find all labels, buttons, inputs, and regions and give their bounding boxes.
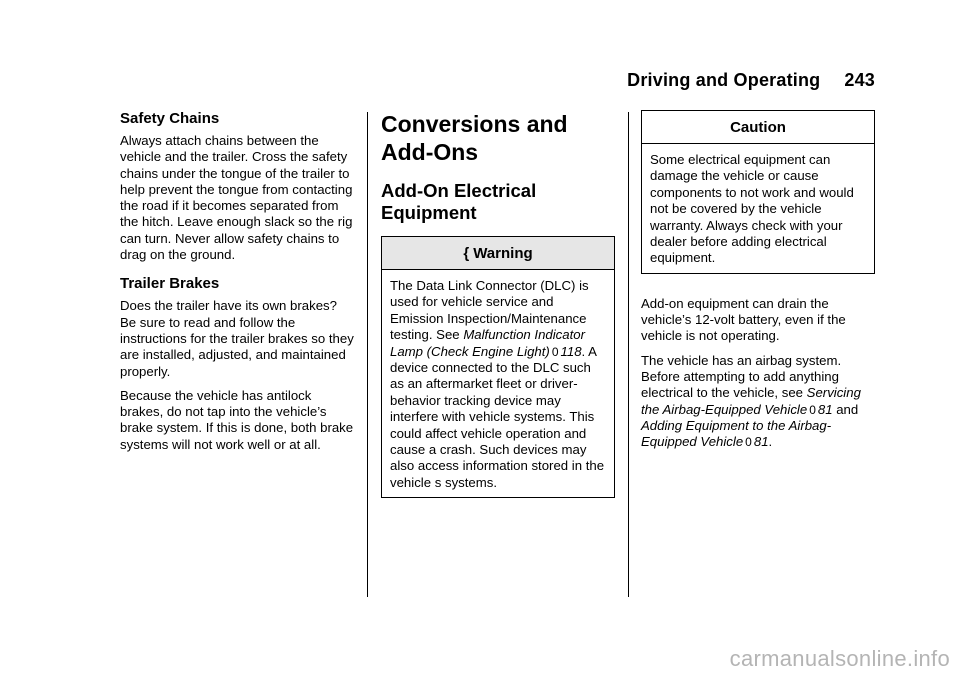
malfunction-indicator-link[interactable]: Malfunction Indicator Lamp (Check Engine Light) xyxy=(390,327,585,359)
add-on-heading-line1: Add-On Electrical xyxy=(381,180,537,201)
page-number: 243 xyxy=(844,70,875,90)
conversions-heading-line2: Add-Ons xyxy=(381,139,479,165)
addon-battery-text: Add-on equipment can drain the vehicle’s 12-volt battery, even if the vehicle is not operating. xyxy=(641,295,846,344)
airbag-text-start: The vehicle has an airbag system. Before attempting to add anything electrical to the vehicle, see xyxy=(641,352,842,401)
adding-equipment-page[interactable]: 81 xyxy=(753,434,769,450)
safety-chains-heading: Safety Chains xyxy=(120,110,220,127)
column-2 xyxy=(381,110,615,498)
conversions-heading xyxy=(381,110,615,166)
warning-text xyxy=(390,278,606,491)
caution-text: Some electrical equipment can damage the vehicle or cause components to not work and would not be covered by the vehicle warranty. Always check with your dealer before adding electrical equipment. xyxy=(650,152,854,266)
trailer-brakes-heading: Trailer Brakes xyxy=(120,275,220,293)
airbag-text-end: . xyxy=(768,434,773,450)
caution-title: Caution xyxy=(642,111,874,144)
column-3 xyxy=(641,110,875,459)
servicing-airbag-link[interactable]: Servicing the Airbag-Equipped Vehicle xyxy=(641,385,861,417)
caution-box xyxy=(641,110,875,274)
airbag-text xyxy=(641,353,875,451)
page-header xyxy=(627,70,875,91)
warning-box xyxy=(381,236,615,498)
watermark-url: carmanualsonline.info xyxy=(729,646,950,671)
trailer-brakes-text-1: Does the trailer have its own brakes? Be sure to read and follow the instructions for the trailer brakes so they are installed, adjusted, and maintained properly. xyxy=(120,298,354,379)
caution-body xyxy=(642,144,874,273)
warning-body xyxy=(382,270,614,497)
warning-title-label: Warning xyxy=(473,245,533,262)
safety-chains-text: Always attach chains between the vehicle and the trailer. Cross the safety chains under the tongue of the trailer to help prevent the tongue from contacting the road if it becomes separated from the hitch. Leave enough slack so the rig can turn. Never allow safety chains to drag on the ground. xyxy=(120,133,353,263)
page-ref-icon: 0 xyxy=(745,435,752,450)
page-ref-icon: 0 xyxy=(809,402,816,417)
column-1 xyxy=(120,110,356,461)
section-title: Driving and Operating xyxy=(627,70,821,90)
add-on-heading-line2: Equipment xyxy=(381,202,477,223)
page-ref-icon: 0 xyxy=(551,344,559,359)
trailer-brakes-text-2: Because the vehicle has antilock brakes, do not tap into the vehicle’s brake system. If this is done, both brake systems will not work well or at all. xyxy=(120,387,354,452)
airbag-text-mid: and xyxy=(832,401,859,417)
conversions-heading-line1: Conversions and xyxy=(381,111,568,137)
servicing-airbag-page[interactable]: 81 xyxy=(817,401,833,417)
warning-icon: { xyxy=(463,245,470,262)
warning-text-end: . A device connected to the DLC such as an aftermarket fleet or driver-behavior tracking device may interfere with vehicle systems. This could affect vehicle operation and cause a crash. Such devices may also access information stored in the vehicle s systems. xyxy=(390,343,605,490)
malfunction-indicator-page[interactable]: 118 xyxy=(560,343,582,359)
adding-equipment-link[interactable]: Adding Equipment to the Airbag-Equipped Vehicle xyxy=(641,417,832,450)
warning-text-start: The Data Link Connector (DLC) is used for vehicle service and Emission Inspection/Maintenance testing. See xyxy=(390,278,589,343)
add-on-electrical-heading xyxy=(381,180,615,224)
column-divider-1 xyxy=(367,112,368,597)
warning-title xyxy=(382,237,614,270)
column-divider-2 xyxy=(628,112,629,597)
